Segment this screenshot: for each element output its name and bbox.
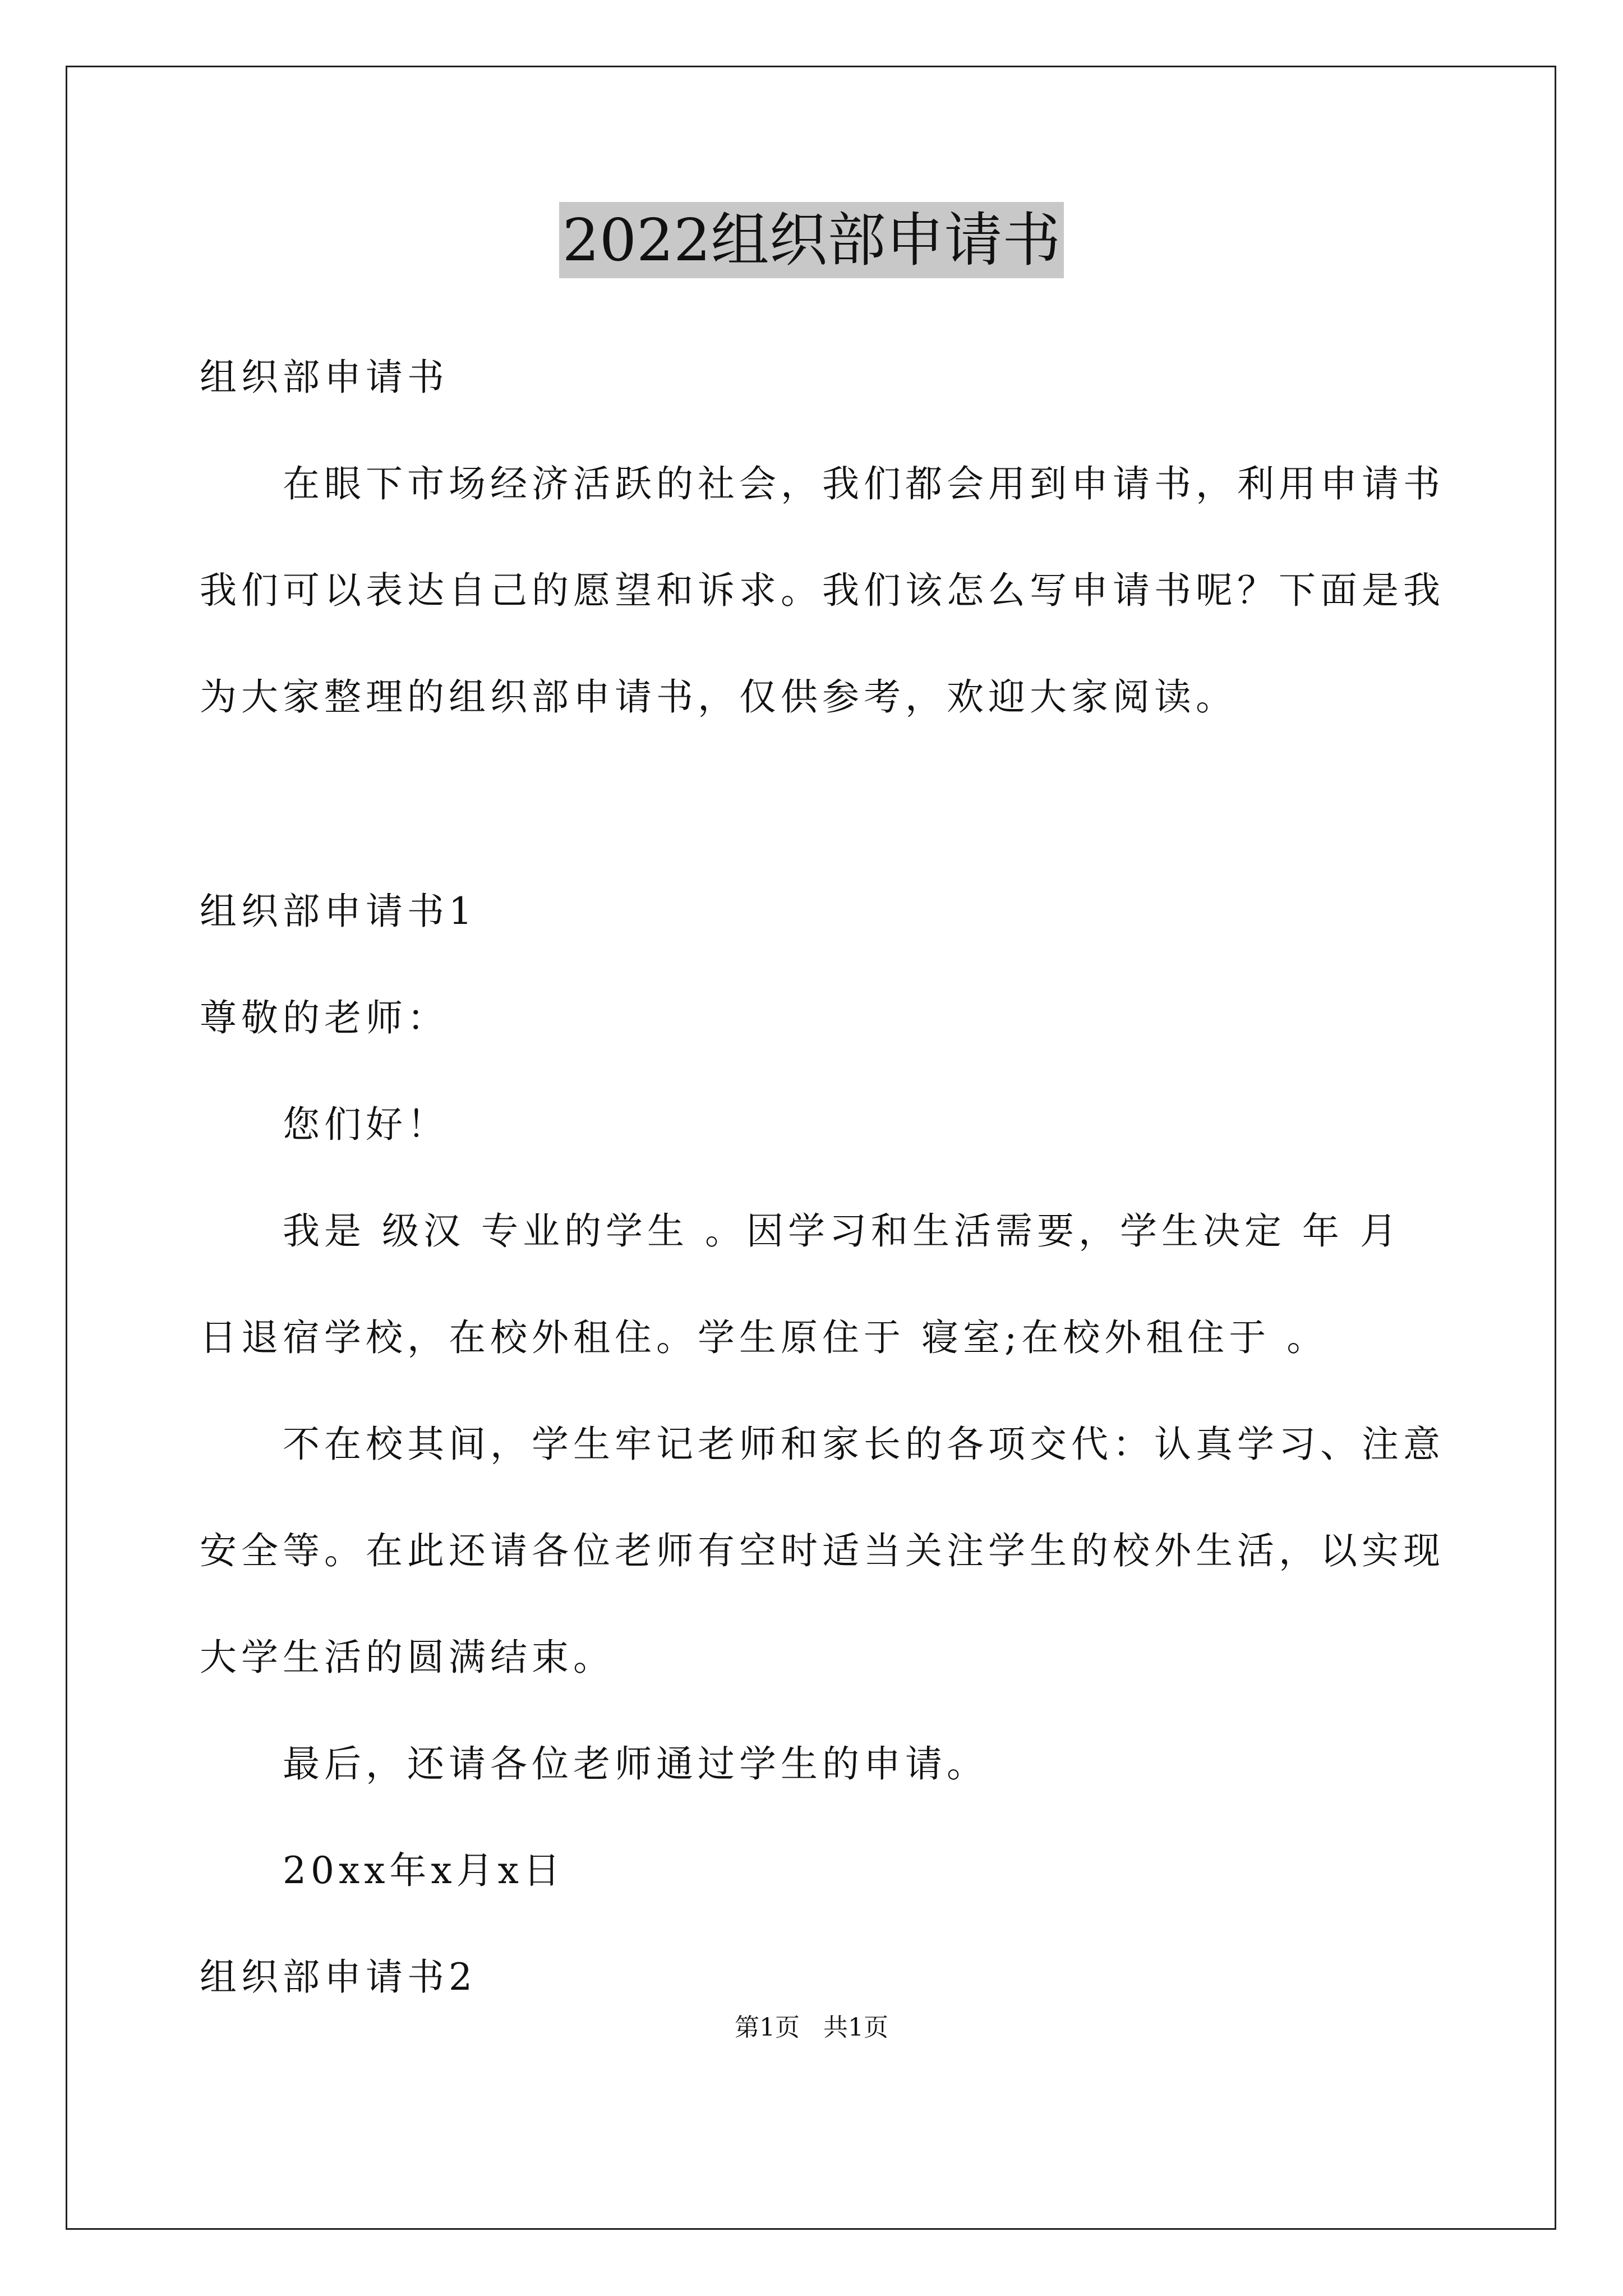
section-heading: 组织部申请书1 [200, 890, 477, 933]
paragraph-line: 安全等。在此还请各位老师有空时适当关注学生的校外生活，以实现 [200, 1529, 1445, 1572]
paragraph-line: 大学生活的圆满结束。 [200, 1636, 615, 1679]
paragraph-line: 不在校其间，学生牢记老师和家长的各项交代：认真学习、注意 [283, 1423, 1445, 1466]
paragraph-line: 为大家整理的组织部申请书，仅供参考，欢迎大家阅读。 [200, 675, 1237, 719]
paragraph-line: 我们可以表达自己的愿望和诉求。我们该怎么写申请书呢？下面是我 [200, 569, 1445, 612]
greeting: 您们好！ [283, 1103, 449, 1146]
document-title: 2022组织部申请书 [559, 202, 1064, 278]
date-line: 20xx年x月x日 [283, 1849, 565, 1892]
paragraph-line: 在眼下市场经济活跃的社会，我们都会用到申请书，利用申请书 [283, 462, 1445, 505]
paragraph-line: 最后，还请各位老师通过学生的申请。 [283, 1742, 988, 1786]
section-heading: 组织部申请书2 [200, 1955, 477, 1999]
paragraph-line: 日退宿学校，在校外租住。学生原住于 寝室;在校外租住于 。 [200, 1316, 1329, 1359]
section-heading: 组织部申请书 [200, 356, 449, 399]
salutation: 尊敬的老师： [200, 996, 449, 1039]
title-container [0, 202, 1623, 278]
page-number-total: 共1页 [823, 2013, 888, 2042]
paragraph-line: 我是 级汉 专业的学生 。因学习和生活需要，学生决定 年 月 [283, 1209, 1401, 1253]
page-footer [0, 2011, 1623, 2045]
page-number-current: 第1页 [735, 2013, 800, 2042]
